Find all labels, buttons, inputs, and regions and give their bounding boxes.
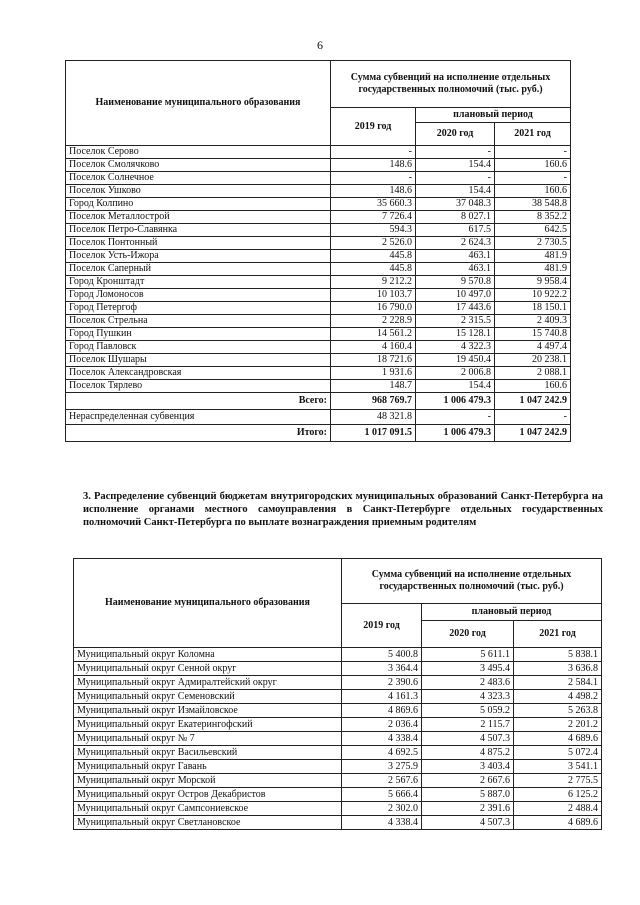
row-value-2020: 5 059.2 bbox=[422, 704, 514, 718]
row-value-2021: 642.5 bbox=[495, 224, 571, 237]
row-value-2019: 4 161.3 bbox=[342, 690, 422, 704]
row-value-2020: 4 507.3 bbox=[422, 732, 514, 746]
row-value-2021: 160.6 bbox=[495, 380, 571, 393]
row-value-2020: 3 403.4 bbox=[422, 760, 514, 774]
header-year-2020: 2020 год bbox=[422, 621, 514, 648]
grand-total-2021: 1 047 242.9 bbox=[495, 425, 571, 442]
header-sum-column: Сумма субвенций на исполнение отдельных государственных полномочий (тыс. руб.) bbox=[331, 61, 571, 108]
header-year-2019: 2019 год bbox=[331, 108, 416, 146]
row-value-2019: 4 338.4 bbox=[342, 816, 422, 830]
row-value-2020: - bbox=[416, 146, 495, 159]
row-value-2019: 445.8 bbox=[331, 250, 416, 263]
row-name: Муниципальный округ Сенной округ bbox=[74, 662, 342, 676]
row-value-2020: 154.4 bbox=[416, 159, 495, 172]
row-value-2020: 19 450.4 bbox=[416, 354, 495, 367]
table-row bbox=[66, 367, 571, 380]
header-plan-period: плановый период bbox=[416, 108, 571, 123]
row-value-2019: 2 036.4 bbox=[342, 718, 422, 732]
row-value-2019: 445.8 bbox=[331, 263, 416, 276]
row-value-2020: 2 006.8 bbox=[416, 367, 495, 380]
row-value-2019: 7 726.4 bbox=[331, 211, 416, 224]
grand-total-label: Итого: bbox=[66, 425, 331, 442]
table-row bbox=[66, 172, 571, 185]
row-name: Город Петергоф bbox=[66, 302, 331, 315]
row-value-2021: 2 584.1 bbox=[514, 676, 602, 690]
row-name: Поселок Серово bbox=[66, 146, 331, 159]
row-value-2020: 2 483.6 bbox=[422, 676, 514, 690]
row-value-2020: 4 323.3 bbox=[422, 690, 514, 704]
row-value-2019: 148.6 bbox=[331, 159, 416, 172]
row-value-2019: 4 338.4 bbox=[342, 732, 422, 746]
row-value-2021: 2 409.3 bbox=[495, 315, 571, 328]
row-value-2021: 2 775.5 bbox=[514, 774, 602, 788]
row-name: Город Ломоносов bbox=[66, 289, 331, 302]
row-value-2019: 148.6 bbox=[331, 185, 416, 198]
row-value-2021: 10 922.2 bbox=[495, 289, 571, 302]
row-value-2020: 463.1 bbox=[416, 263, 495, 276]
row-value-2021: 481.9 bbox=[495, 250, 571, 263]
header-name-column: Наименование муниципального образования bbox=[74, 559, 342, 648]
table-row bbox=[74, 662, 602, 676]
row-value-2019: 5 666.4 bbox=[342, 788, 422, 802]
row-value-2021: 2 730.5 bbox=[495, 237, 571, 250]
header-year-2021: 2021 год bbox=[495, 123, 571, 146]
row-name: Поселок Усть-Ижора bbox=[66, 250, 331, 263]
row-name: Муниципальный округ Адмиралтейский округ bbox=[74, 676, 342, 690]
table-row bbox=[66, 211, 571, 224]
row-name: Муниципальный округ № 7 bbox=[74, 732, 342, 746]
table-row bbox=[66, 380, 571, 393]
row-name: Муниципальный округ Светлановское bbox=[74, 816, 342, 830]
row-name: Муниципальный округ Коломна bbox=[74, 648, 342, 662]
row-value-2020: 617.5 bbox=[416, 224, 495, 237]
row-name: Поселок Саперный bbox=[66, 263, 331, 276]
row-value-2021: 6 125.2 bbox=[514, 788, 602, 802]
table-row bbox=[66, 185, 571, 198]
row-name: Поселок Тярлево bbox=[66, 380, 331, 393]
table-row bbox=[74, 676, 602, 690]
row-value-2021: 18 150.1 bbox=[495, 302, 571, 315]
row-value-2021: 8 352.2 bbox=[495, 211, 571, 224]
row-value-2019: 1 931.6 bbox=[331, 367, 416, 380]
header-year-2020: 2020 год bbox=[416, 123, 495, 146]
row-value-2021: 2 488.4 bbox=[514, 802, 602, 816]
row-value-2021: 4 689.6 bbox=[514, 816, 602, 830]
unallocated-row bbox=[66, 410, 571, 425]
row-value-2020: 154.4 bbox=[416, 185, 495, 198]
row-value-2019: 2 228.9 bbox=[331, 315, 416, 328]
table-row bbox=[66, 315, 571, 328]
row-name: Муниципальный округ Измайловское bbox=[74, 704, 342, 718]
grand-total-2019: 1 017 091.5 bbox=[331, 425, 416, 442]
table-row bbox=[66, 354, 571, 367]
row-value-2020: 2 115.7 bbox=[422, 718, 514, 732]
row-value-2019: 4 692.5 bbox=[342, 746, 422, 760]
table-row bbox=[66, 263, 571, 276]
unallocated-2020: - bbox=[416, 410, 495, 425]
total-2021: 1 047 242.9 bbox=[495, 393, 571, 410]
row-value-2019: 2 526.0 bbox=[331, 237, 416, 250]
total-row bbox=[66, 393, 571, 410]
table1-body bbox=[66, 146, 571, 393]
row-value-2020: 4 322.3 bbox=[416, 341, 495, 354]
row-value-2019: 3 364.4 bbox=[342, 662, 422, 676]
row-value-2021: - bbox=[495, 172, 571, 185]
table-row bbox=[66, 224, 571, 237]
row-value-2021: 5 263.8 bbox=[514, 704, 602, 718]
row-name: Муниципальный округ Семеновский bbox=[74, 690, 342, 704]
row-value-2020: 4 507.3 bbox=[422, 816, 514, 830]
table-row bbox=[66, 250, 571, 263]
row-value-2020: 2 667.6 bbox=[422, 774, 514, 788]
table-row bbox=[66, 159, 571, 172]
row-name: Муниципальный округ Гавань bbox=[74, 760, 342, 774]
unallocated-2019: 48 321.8 bbox=[331, 410, 416, 425]
table-row bbox=[74, 802, 602, 816]
table-row bbox=[66, 237, 571, 250]
table-row bbox=[74, 788, 602, 802]
row-value-2019: 2 302.0 bbox=[342, 802, 422, 816]
table-row bbox=[66, 276, 571, 289]
table2-body bbox=[74, 648, 602, 830]
row-value-2019: 14 561.2 bbox=[331, 328, 416, 341]
row-value-2019: 4 160.4 bbox=[331, 341, 416, 354]
row-name: Поселок Солнечное bbox=[66, 172, 331, 185]
row-value-2020: 9 570.8 bbox=[416, 276, 495, 289]
row-name: Поселок Петро-Славянка bbox=[66, 224, 331, 237]
row-value-2021: 4 498.2 bbox=[514, 690, 602, 704]
row-value-2020: 5 611.1 bbox=[422, 648, 514, 662]
row-value-2021: 160.6 bbox=[495, 185, 571, 198]
row-value-2020: 10 497.0 bbox=[416, 289, 495, 302]
row-value-2021: 2 201.2 bbox=[514, 718, 602, 732]
row-name: Муниципальный округ Сампсониевское bbox=[74, 802, 342, 816]
row-value-2020: 17 443.6 bbox=[416, 302, 495, 315]
row-value-2021: 9 958.4 bbox=[495, 276, 571, 289]
row-value-2020: 4 875.2 bbox=[422, 746, 514, 760]
row-value-2021: 3 541.1 bbox=[514, 760, 602, 774]
row-name: Поселок Понтонный bbox=[66, 237, 331, 250]
row-name: Муниципальный округ Морской bbox=[74, 774, 342, 788]
row-value-2020: 37 048.3 bbox=[416, 198, 495, 211]
row-value-2021: 20 238.1 bbox=[495, 354, 571, 367]
table-row bbox=[66, 289, 571, 302]
table-row bbox=[74, 648, 602, 662]
row-value-2019: 594.3 bbox=[331, 224, 416, 237]
row-value-2019: 18 721.6 bbox=[331, 354, 416, 367]
section-3-heading: 3. Распределение субвенций бюджетам внутригородских муниципальных образований Санкт-Петербурга на исполнение органами местного самоуправления в Санкт-Петербурге отдельных государственных полномочий Санкт-Петербурга по выплате вознаграждения приемным родителям bbox=[83, 491, 603, 528]
row-value-2020: 8 027.1 bbox=[416, 211, 495, 224]
table-row bbox=[74, 690, 602, 704]
row-value-2020: 463.1 bbox=[416, 250, 495, 263]
row-value-2021: 2 088.1 bbox=[495, 367, 571, 380]
row-value-2019: 16 790.0 bbox=[331, 302, 416, 315]
table-row bbox=[66, 302, 571, 315]
row-name: Поселок Стрельна bbox=[66, 315, 331, 328]
row-name: Поселок Александровская bbox=[66, 367, 331, 380]
table-row bbox=[66, 198, 571, 211]
row-value-2021: 3 636.8 bbox=[514, 662, 602, 676]
row-value-2021: 4 497.4 bbox=[495, 341, 571, 354]
row-value-2020: - bbox=[416, 172, 495, 185]
unallocated-label: Нераспределенная субвенция bbox=[66, 410, 331, 425]
header-sum-column: Сумма субвенций на исполнение отдельных государственных полномочий (тыс. руб.) bbox=[342, 559, 602, 604]
row-name: Муниципальный округ Остров Декабристов bbox=[74, 788, 342, 802]
row-name: Поселок Смолячково bbox=[66, 159, 331, 172]
row-value-2019: 5 400.8 bbox=[342, 648, 422, 662]
row-name: Город Колпино bbox=[66, 198, 331, 211]
grand-total-2020: 1 006 479.3 bbox=[416, 425, 495, 442]
row-value-2021: - bbox=[495, 146, 571, 159]
row-value-2021: 5 072.4 bbox=[514, 746, 602, 760]
header-name-column: Наименование муниципального образования bbox=[66, 61, 331, 146]
row-name: Поселок Шушары bbox=[66, 354, 331, 367]
table-row bbox=[66, 328, 571, 341]
row-value-2021: 481.9 bbox=[495, 263, 571, 276]
table-row bbox=[74, 774, 602, 788]
unallocated-2021: - bbox=[495, 410, 571, 425]
row-value-2019: 35 660.3 bbox=[331, 198, 416, 211]
table-row bbox=[74, 732, 602, 746]
row-value-2021: 4 689.6 bbox=[514, 732, 602, 746]
row-name: Поселок Металлострой bbox=[66, 211, 331, 224]
header-year-2021: 2021 год bbox=[514, 621, 602, 648]
row-value-2021: 15 740.8 bbox=[495, 328, 571, 341]
subvention-table-2 bbox=[73, 558, 602, 830]
row-name: Муниципальный округ Екатерингофский bbox=[74, 718, 342, 732]
row-value-2019: 9 212.2 bbox=[331, 276, 416, 289]
header-plan-period: плановый период bbox=[422, 604, 602, 621]
table-row bbox=[74, 746, 602, 760]
row-value-2019: 4 869.6 bbox=[342, 704, 422, 718]
total-2019: 968 769.7 bbox=[331, 393, 416, 410]
row-value-2021: 38 548.8 bbox=[495, 198, 571, 211]
row-value-2019: 2 390.6 bbox=[342, 676, 422, 690]
row-value-2020: 2 391.6 bbox=[422, 802, 514, 816]
total-label: Всего: bbox=[66, 393, 331, 410]
row-value-2020: 2 315.5 bbox=[416, 315, 495, 328]
row-name: Город Павловск bbox=[66, 341, 331, 354]
row-name: Муниципальный округ Васильевский bbox=[74, 746, 342, 760]
row-name: Город Пушкин bbox=[66, 328, 331, 341]
table-row bbox=[66, 341, 571, 354]
row-value-2019: 3 275.9 bbox=[342, 760, 422, 774]
row-value-2020: 5 887.0 bbox=[422, 788, 514, 802]
row-name: Поселок Ушково bbox=[66, 185, 331, 198]
row-value-2019: - bbox=[331, 146, 416, 159]
header-year-2019: 2019 год bbox=[342, 604, 422, 648]
table-row bbox=[74, 704, 602, 718]
page-number: 6 bbox=[317, 38, 323, 52]
table-row bbox=[74, 718, 602, 732]
row-value-2020: 15 128.1 bbox=[416, 328, 495, 341]
total-2020: 1 006 479.3 bbox=[416, 393, 495, 410]
row-value-2020: 3 495.4 bbox=[422, 662, 514, 676]
row-value-2020: 2 624.3 bbox=[416, 237, 495, 250]
grand-total-row bbox=[66, 425, 571, 442]
row-value-2019: - bbox=[331, 172, 416, 185]
row-value-2020: 154.4 bbox=[416, 380, 495, 393]
row-value-2021: 160.6 bbox=[495, 159, 571, 172]
subvention-table-1 bbox=[65, 60, 571, 442]
table-row bbox=[66, 146, 571, 159]
row-value-2021: 5 838.1 bbox=[514, 648, 602, 662]
table-row bbox=[74, 816, 602, 830]
table-row bbox=[74, 760, 602, 774]
row-value-2019: 2 567.6 bbox=[342, 774, 422, 788]
row-value-2019: 10 103.7 bbox=[331, 289, 416, 302]
row-value-2019: 148.7 bbox=[331, 380, 416, 393]
row-name: Город Кронштадт bbox=[66, 276, 331, 289]
